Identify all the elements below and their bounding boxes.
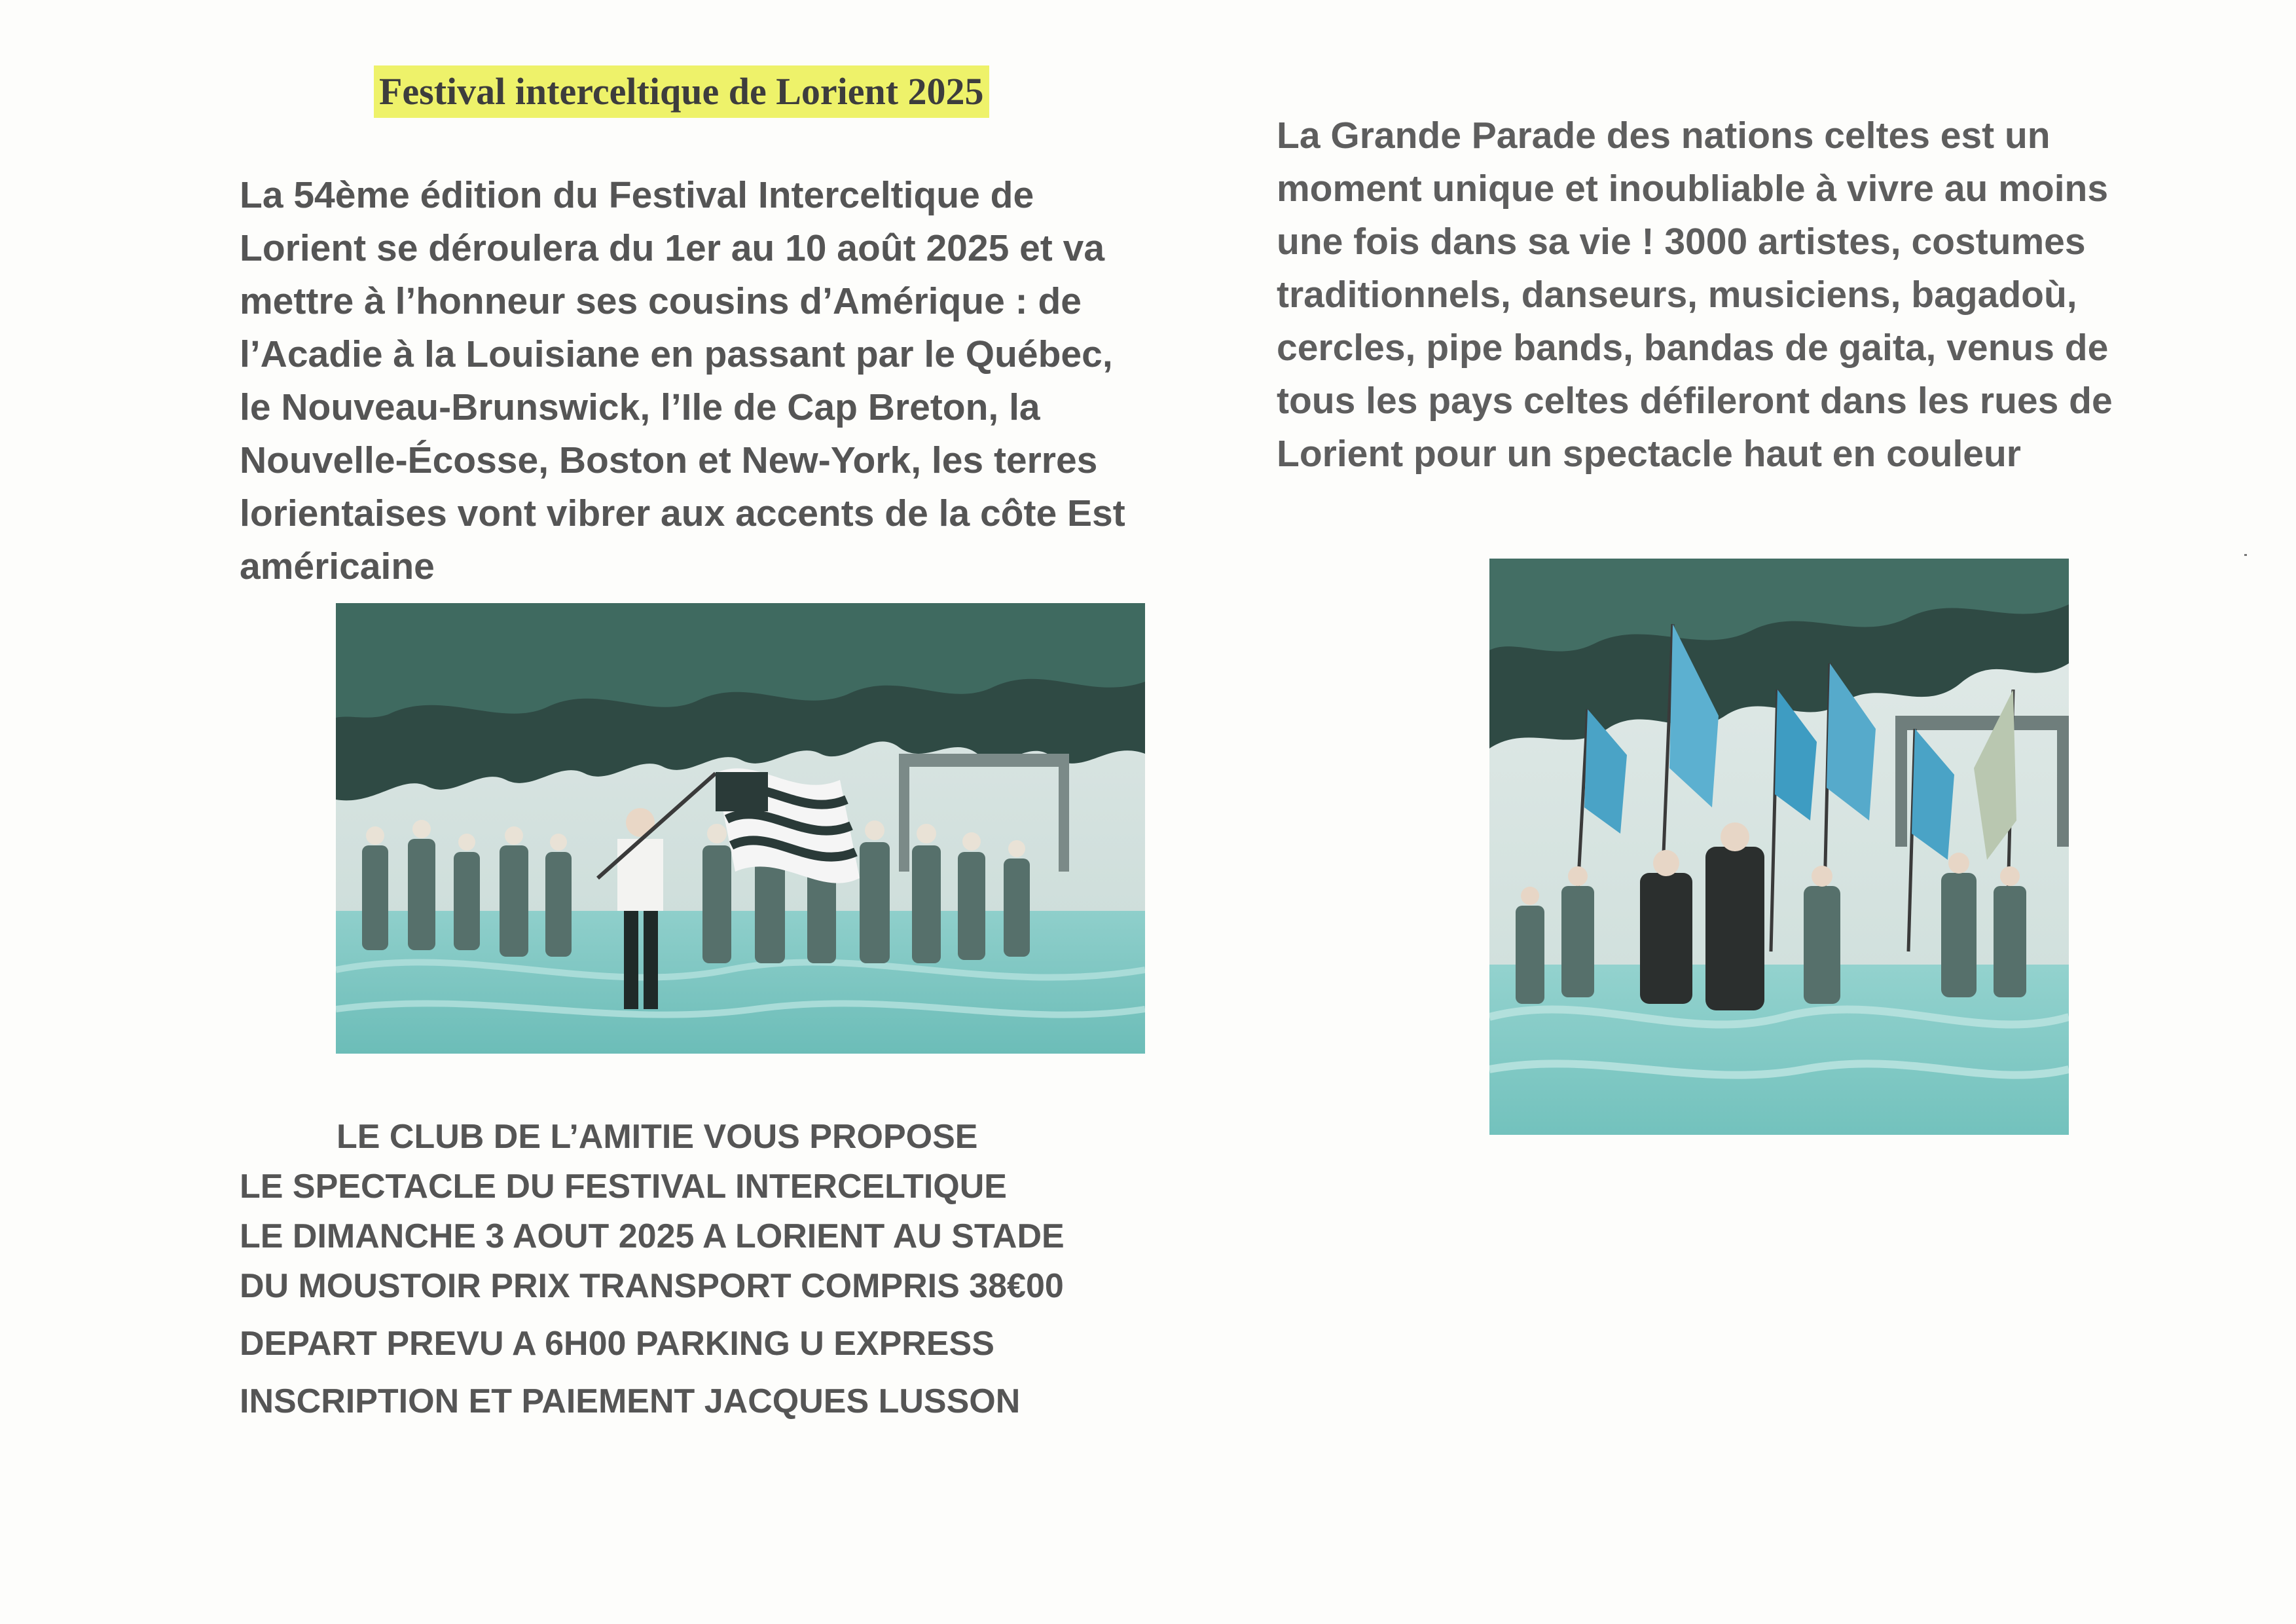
celtic-flags-illustration — [1489, 559, 2069, 1135]
parade-line: tous les pays celtes défileront dans les rues de — [1277, 380, 2113, 422]
festival-title: Festival interceltique de Lorient 2025 — [374, 65, 989, 118]
club-announcement — [240, 1112, 1065, 1426]
announcement-line: LE CLUB DE L’AMITIE VOUS PROPOSE — [337, 1118, 978, 1156]
parade-paragraph — [1277, 109, 2113, 481]
intro-line: lorientaises vont vibrer aux accents de la côte Est — [240, 492, 1125, 534]
pipe-band-photo — [336, 603, 1145, 1054]
parade-line: une fois dans sa vie ! 3000 artistes, costumes — [1277, 221, 2086, 263]
intro-line: américaine — [240, 545, 435, 587]
parade-line: Lorient pour un spectacle haut en couleur — [1277, 433, 2021, 475]
intro-line: mettre à l’honneur ses cousins d’Amérique : de — [240, 280, 1082, 322]
scan-speck — [2244, 554, 2247, 556]
intro-line: La 54ème édition du Festival Interceltique de — [240, 174, 1034, 216]
celtic-flags-photo — [1489, 559, 2069, 1135]
registration-line: INSCRIPTION ET PAIEMENT JACQUES LUSSON — [240, 1382, 1021, 1420]
intro-line: Lorient se déroulera du 1er au 10 août 2025 et va — [240, 227, 1105, 269]
pipe-band-illustration — [336, 603, 1145, 1054]
parade-line: La Grande Parade des nations celtes est un — [1277, 115, 2050, 157]
announcement-line: LE SPECTACLE DU FESTIVAL INTERCELTIQUE — [240, 1168, 1007, 1206]
intro-line: Nouvelle-Écosse, Boston et New-York, les terres — [240, 439, 1098, 481]
intro-line: l’Acadie à la Louisiane en passant par le Québec, — [240, 333, 1113, 375]
announcement-line: LE DIMANCHE 3 AOUT 2025 A LORIENT AU STADE — [240, 1217, 1065, 1255]
announcement-line: DU MOUSTOIR PRIX TRANSPORT COMPRIS 38€00 — [240, 1267, 1064, 1305]
intro-line: le Nouveau-Brunswick, l’Ile de Cap Breton, la — [240, 386, 1040, 428]
departure-line: DEPART PREVU A 6H00 PARKING U EXPRESS — [240, 1325, 994, 1363]
intro-paragraph — [240, 169, 1125, 593]
parade-line: cercles, pipe bands, bandas de gaita, venus de — [1277, 327, 2109, 369]
parade-line: traditionnels, danseurs, musiciens, bagadoù, — [1277, 274, 2077, 316]
parade-line: moment unique et inoubliable à vivre au moins — [1277, 168, 2109, 210]
